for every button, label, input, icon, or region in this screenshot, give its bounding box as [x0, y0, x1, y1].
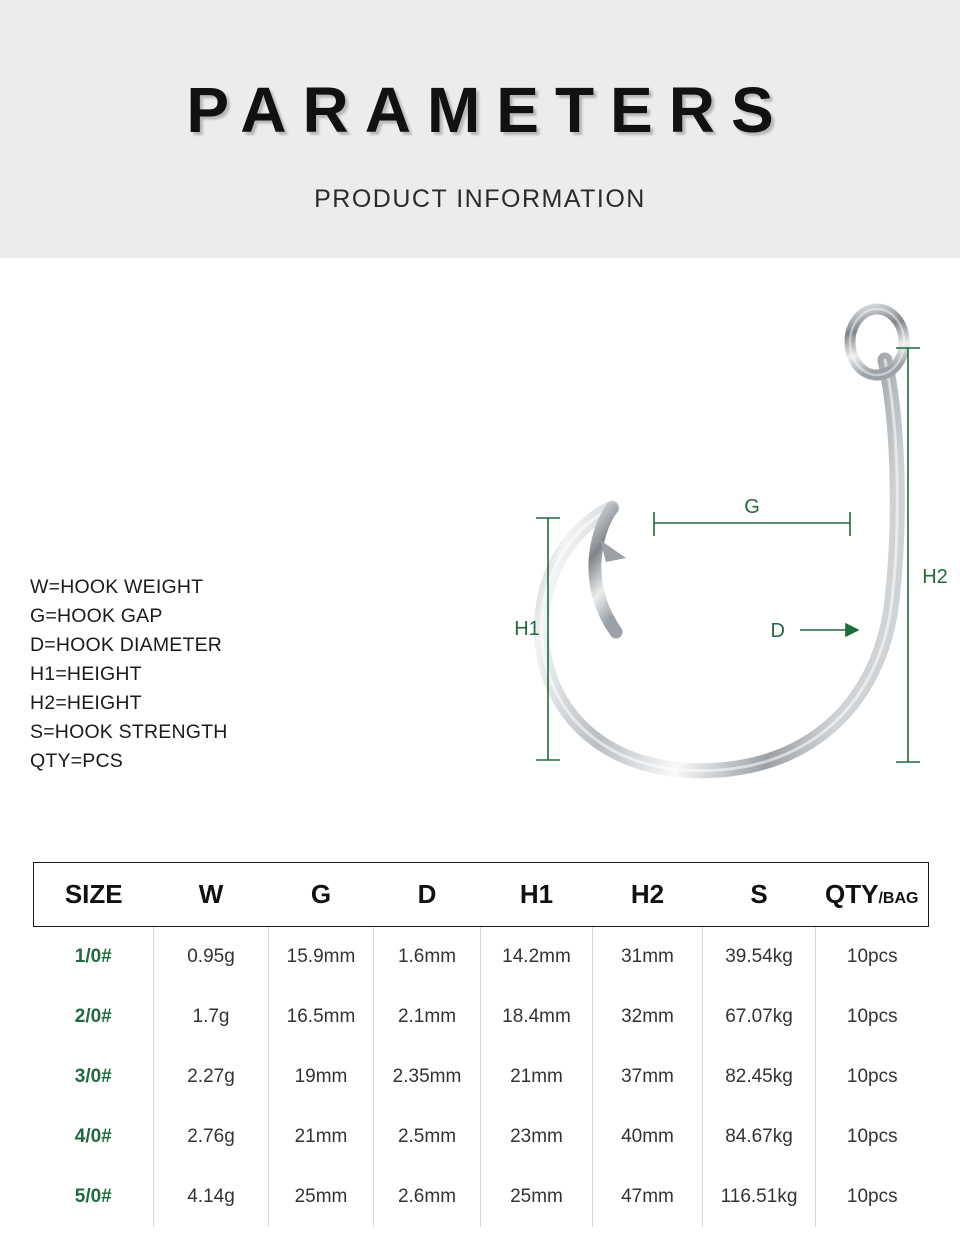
- cell-s: 84.67kg: [703, 1107, 816, 1167]
- cell-g: 25mm: [269, 1167, 374, 1227]
- spec-table: [33, 862, 929, 1227]
- cell-g: 19mm: [269, 1047, 374, 1107]
- cell-h1: 14.2mm: [481, 927, 593, 987]
- header-size: SIZE: [34, 863, 154, 927]
- cell-g: 16.5mm: [269, 987, 374, 1047]
- cell-h2: 31mm: [593, 927, 703, 987]
- cell-qty: 10pcs: [846, 1125, 898, 1147]
- diagram-label-h1: H1: [514, 618, 540, 640]
- legend-item-g: G=HOOK GAP: [30, 605, 163, 627]
- cell-d: 2.6mm: [374, 1167, 481, 1227]
- legend-item-h2: H2=HEIGHT: [30, 692, 142, 714]
- cell-w: 1.7g: [154, 987, 269, 1047]
- cell-h1: 18.4mm: [481, 987, 593, 1047]
- spec-table-wrapper: [33, 862, 928, 1227]
- cell-d: 2.35mm: [374, 1047, 481, 1107]
- cell-s: 67.07kg: [703, 987, 816, 1047]
- cell-size: 4/0#: [34, 1107, 154, 1167]
- cell-size: 1/0#: [34, 927, 154, 987]
- header-w: W: [154, 863, 269, 927]
- header-h2: H2: [593, 863, 703, 927]
- legend-list: [30, 573, 228, 776]
- cell-size: 5/0#: [34, 1167, 154, 1227]
- cell-size: 2/0#: [34, 987, 154, 1047]
- diagram-label-h2: H2: [922, 566, 948, 588]
- cell-h1: 25mm: [481, 1167, 593, 1227]
- legend-item-qty: QTY=PCS: [30, 750, 123, 772]
- cell-h1: 23mm: [481, 1107, 593, 1167]
- cell-qty: 10pcs: [846, 1185, 898, 1207]
- header-banner: [0, 0, 960, 258]
- table-header-row: [34, 863, 929, 927]
- cell-h2: 40mm: [593, 1107, 703, 1167]
- cell-qty: 10pcs: [846, 1005, 898, 1027]
- cell-w: 2.27g: [154, 1047, 269, 1107]
- table-row: [34, 927, 929, 987]
- cell-w: 4.14g: [154, 1167, 269, 1227]
- header-qty: [816, 863, 929, 927]
- legend-item-d: D=HOOK DIAMETER: [30, 634, 223, 656]
- header-g: G: [269, 863, 374, 927]
- header-qty-main: QTY: [825, 879, 879, 909]
- table-body: [34, 927, 929, 1227]
- legend-item-w: W=HOOK WEIGHT: [30, 576, 204, 598]
- cell-h2: 37mm: [593, 1047, 703, 1107]
- cell-size: 3/0#: [34, 1047, 154, 1107]
- diagram-label-g: G: [744, 496, 760, 518]
- table-row: [34, 1047, 929, 1107]
- header-qty-sub: /BAG: [878, 890, 919, 907]
- cell-s: 116.51kg: [703, 1167, 816, 1227]
- cell-w: 2.76g: [154, 1107, 269, 1167]
- cell-qty: 10pcs: [846, 945, 898, 967]
- page-title: PARAMETERS: [186, 74, 790, 146]
- cell-d: 2.5mm: [374, 1107, 481, 1167]
- header-h1: H1: [481, 863, 593, 927]
- hook-diagram: [430, 300, 960, 820]
- diagram-label-d: D: [770, 620, 785, 642]
- header-s: S: [703, 863, 816, 927]
- cell-g: 21mm: [269, 1107, 374, 1167]
- cell-g: 15.9mm: [269, 927, 374, 987]
- cell-d: 2.1mm: [374, 987, 481, 1047]
- header-d: D: [374, 863, 481, 927]
- table-row: [34, 1107, 929, 1167]
- cell-w: 0.95g: [154, 927, 269, 987]
- legend-item-h1: H1=HEIGHT: [30, 663, 142, 685]
- cell-h2: 32mm: [593, 987, 703, 1047]
- table-row: [34, 987, 929, 1047]
- hook-illustration: [542, 309, 904, 771]
- legend-item-s: S=HOOK STRENGTH: [30, 721, 228, 743]
- table-row: [34, 1167, 929, 1227]
- cell-qty: 10pcs: [846, 1065, 898, 1087]
- cell-d: 1.6mm: [374, 927, 481, 987]
- page-subtitle: PRODUCT INFORMATION: [314, 185, 646, 213]
- cell-h1: 21mm: [481, 1047, 593, 1107]
- cell-s: 82.45kg: [703, 1047, 816, 1107]
- cell-s: 39.54kg: [703, 927, 816, 987]
- cell-h2: 47mm: [593, 1167, 703, 1227]
